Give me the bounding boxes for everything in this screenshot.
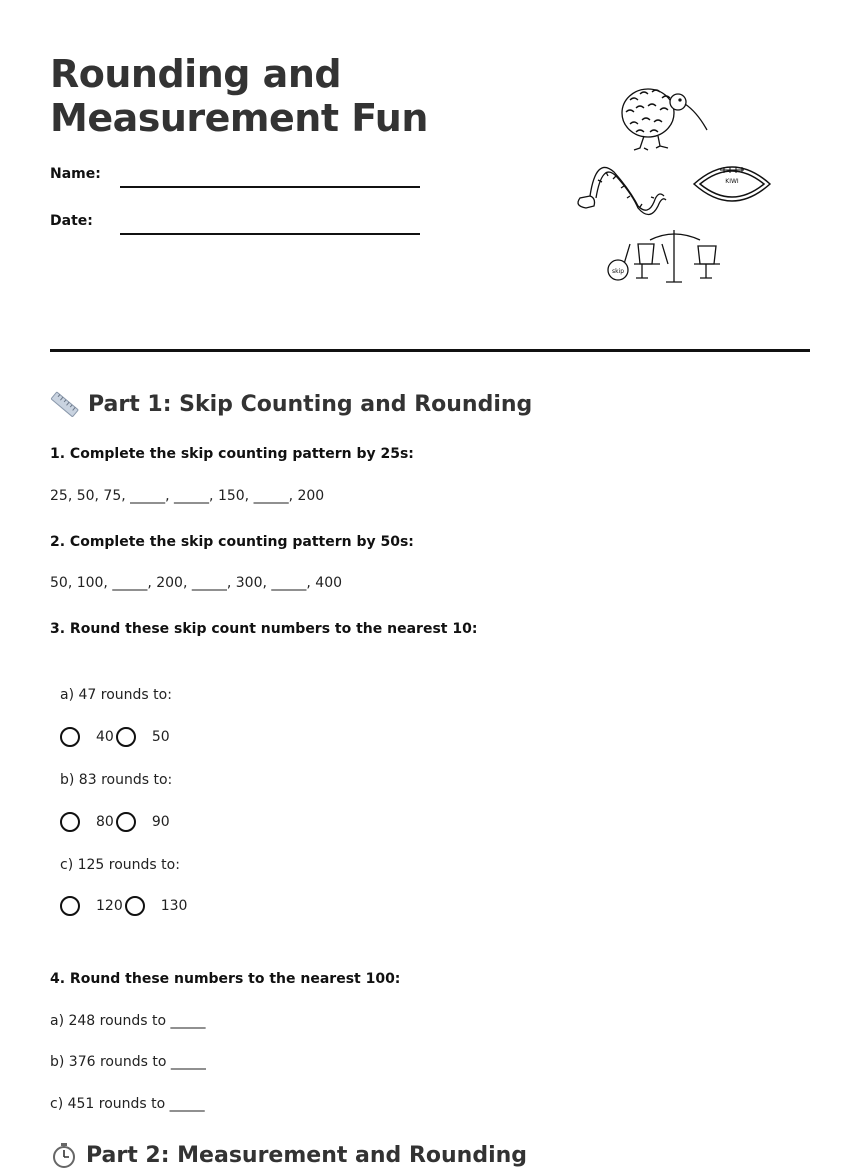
kiwi-bird-icon — [622, 89, 707, 150]
option-radio[interactable] — [60, 727, 114, 747]
question-3a-label: a) 47 rounds to: — [60, 687, 172, 703]
question-3a-options — [60, 727, 170, 747]
ruler-icon — [50, 390, 80, 418]
radio-circle[interactable] — [116, 727, 136, 747]
radio-circle[interactable] — [60, 812, 80, 832]
radio-circle[interactable] — [116, 812, 136, 832]
question-2-sequence: 50, 100, _____, 200, _____, 300, _____, 400 — [50, 575, 343, 591]
radio-circle[interactable] — [60, 896, 80, 916]
worksheet-illustrations — [570, 80, 780, 290]
option-label: 40 — [96, 729, 114, 745]
part2-title — [50, 1141, 527, 1169]
question-3b-options — [60, 812, 170, 832]
title-line-1: Rounding and — [50, 52, 342, 96]
question-1-sequence: 25, 50, 75, _____, _____, 150, _____, 200 — [50, 488, 325, 504]
option-radio[interactable] — [60, 812, 114, 832]
football-label: KIWI — [725, 178, 739, 185]
question-1: 1. Complete the skip counting pattern by 25s: — [50, 446, 414, 462]
part1-title-text: Part 1: Skip Counting and Rounding — [88, 391, 533, 417]
worksheet-title — [50, 52, 428, 140]
title-line-2: Measurement Fun — [50, 96, 428, 140]
question-4b: b) 376 rounds to _____ — [50, 1054, 206, 1070]
option-radio[interactable] — [116, 727, 170, 747]
balance-scale-icon — [608, 230, 720, 282]
question-4a: a) 248 rounds to _____ — [50, 1013, 206, 1029]
option-label: 120 — [96, 898, 123, 914]
part1-title — [50, 390, 532, 418]
radio-circle[interactable] — [60, 727, 80, 747]
bag-label: skip — [611, 268, 625, 275]
question-4c: c) 451 rounds to _____ — [50, 1096, 205, 1112]
option-radio[interactable] — [60, 896, 123, 916]
stopwatch-icon — [50, 1141, 78, 1169]
part2-title-text: Part 2: Measurement and Rounding — [86, 1142, 528, 1168]
option-label: 80 — [96, 814, 114, 830]
name-field[interactable] — [120, 186, 420, 188]
radio-circle[interactable] — [125, 896, 145, 916]
question-3c-options — [60, 896, 187, 916]
header-divider — [50, 349, 810, 352]
date-label: Date: — [50, 213, 93, 229]
name-label: Name: — [50, 166, 101, 182]
question-4: 4. Round these numbers to the nearest 100: — [50, 971, 401, 987]
rugby-ball-icon — [694, 167, 770, 201]
question-3: 3. Round these skip count numbers to the nearest 10: — [50, 621, 478, 637]
option-radio[interactable] — [116, 812, 170, 832]
date-field[interactable] — [120, 233, 420, 235]
option-label: 130 — [160, 898, 188, 914]
tape-measure-icon — [578, 167, 666, 214]
option-label: 90 — [151, 814, 170, 830]
question-2: 2. Complete the skip counting pattern by 50s: — [50, 534, 414, 550]
option-label: 50 — [151, 729, 170, 745]
question-3c-label: c) 125 rounds to: — [60, 857, 180, 873]
option-radio[interactable] — [125, 896, 188, 916]
question-3b-label: b) 83 rounds to: — [60, 772, 173, 788]
